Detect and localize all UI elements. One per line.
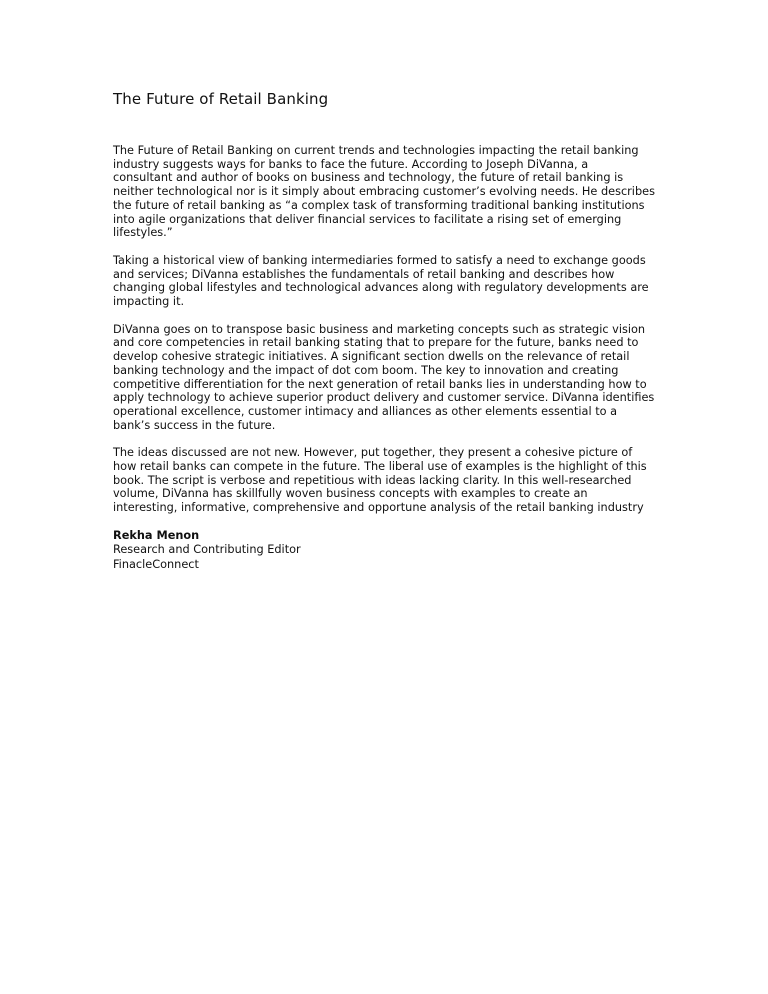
paragraph-line: impacting it. (113, 295, 185, 309)
paragraph-line: and services; DiVanna establishes the fundamentals of retail banking and describes how (113, 267, 615, 281)
paragraph-line: competitive differentiation for the next generation of retail banks lies in understanding how to (113, 377, 647, 391)
paragraph-line: interesting, informative, comprehensive and opportune analysis of the retail banking industry (113, 501, 644, 515)
paragraph-line: banking technology and the impact of dot com boom. The key to innovation and creating (113, 363, 619, 377)
paragraph-4 (113, 446, 659, 515)
paragraph-line: bank’s success in the future. (113, 418, 276, 432)
article-body (113, 144, 659, 572)
paragraph-line: book. The script is verbose and repetitious with ideas lacking clarity. In this well-researched (113, 473, 632, 487)
paragraph-line: and core competencies in retail banking stating that to prepare for the future, banks need to (113, 336, 639, 350)
paragraph-line: DiVanna goes on to transpose basic business and marketing concepts such as strategic vision (113, 322, 646, 336)
paragraph-3 (113, 323, 659, 433)
paragraph-line: industry suggests ways for banks to face the future. According to Joseph DiVanna, a (113, 157, 589, 171)
paragraph-line: lifestyles.” (113, 226, 173, 240)
paragraph-line: the future of retail banking as “a complex task of transforming traditional banking institutions (113, 198, 645, 212)
author-publication: FinacleConnect (113, 557, 199, 571)
document-title: The Future of Retail Banking (113, 90, 329, 108)
paragraph-line: apply technology to achieve superior product delivery and customer service. DiVanna identifies (113, 391, 655, 405)
paragraph-1 (113, 144, 659, 240)
paragraph-line: The ideas discussed are not new. However, put together, they present a cohesive picture of (113, 446, 633, 460)
author-role: Research and Contributing Editor (113, 543, 301, 557)
paragraph-line: volume, DiVanna has skillfully woven business concepts with examples to create an (113, 487, 588, 501)
paragraph-line: consultant and author of books on business and technology, the future of retail banking is (113, 171, 624, 185)
paragraph-line: how retail banks can compete in the future. The liberal use of examples is the highlight of this (113, 460, 647, 474)
paragraph-line: into agile organizations that deliver financial services to facilitate a rising set of emerging (113, 212, 622, 226)
paragraph-line: Taking a historical view of banking intermediaries formed to satisfy a need to exchange goods (113, 253, 646, 267)
author-name: Rekha Menon (113, 528, 200, 542)
author-signature (113, 529, 659, 573)
paragraph-line: neither technological nor is it simply about embracing customer’s evolving needs. He describes (113, 185, 655, 199)
paragraph-line: The Future of Retail Banking on current trends and technologies impacting the retail banking (113, 144, 639, 157)
paragraph-line: changing global lifestyles and technological advances along with regulatory developments are (113, 281, 649, 295)
paragraph-line: develop cohesive strategic initiatives. A significant section dwells on the relevance of retail (113, 350, 630, 364)
paragraph-2 (113, 254, 659, 309)
paragraph-line: operational excellence, customer intimacy and alliances as other elements essential to a (113, 404, 618, 418)
